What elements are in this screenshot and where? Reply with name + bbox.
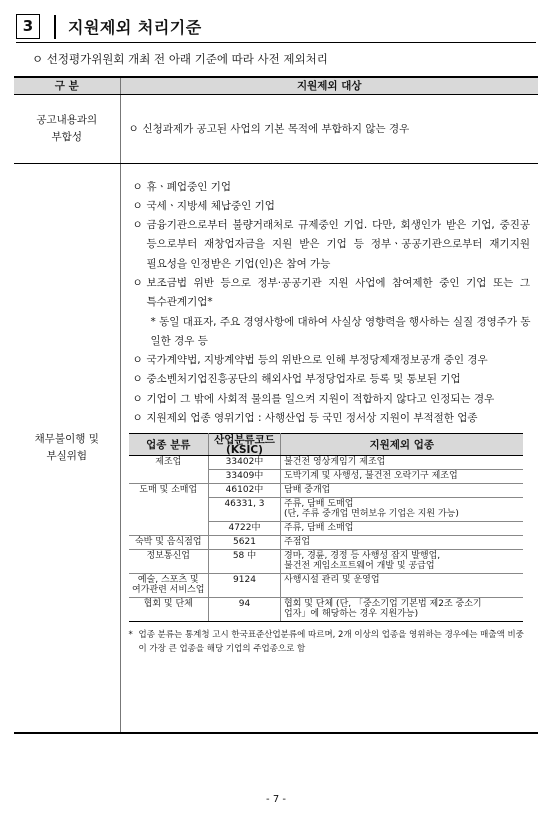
table-row — [14, 94, 538, 163]
list-bullet: ㅇ — [132, 219, 143, 232]
list-item — [133, 197, 531, 216]
row2-content — [120, 163, 538, 733]
excluded-line1: 주류, 담배 도매업 — [284, 499, 354, 510]
list-item — [133, 370, 531, 389]
excluded-cell: 도박기계 및 사행성, 불건전 오락기구 제조업 — [281, 470, 523, 484]
list-bullet: ㅇ — [132, 373, 143, 386]
table-row — [129, 550, 523, 574]
table-row — [129, 598, 523, 622]
header-target: 지원제외 대상 — [120, 77, 538, 94]
intro-line — [32, 51, 328, 67]
code-cell: 33402中 — [209, 456, 281, 470]
list-item — [133, 409, 531, 428]
code-cell: 4722中 — [209, 522, 281, 536]
excluded-cell — [281, 498, 523, 522]
list-item-text: 보조금법 위반 등으로 정부·공공기관 지원 사업에 참여제한 중인 기업 또는 그 특수관계기업* — [146, 276, 530, 309]
sub-header-industry: 업종 분류 — [129, 434, 209, 456]
list-item — [133, 351, 531, 370]
code-cell: 58 中 — [209, 550, 281, 574]
list-item — [133, 216, 531, 274]
list-item-text: 국세ㆍ지방세 체납중인 기업 — [146, 199, 275, 212]
row1-item — [121, 121, 539, 136]
row1-bullet: ㅇ — [128, 123, 139, 135]
table-row — [129, 456, 523, 470]
section-title: 지원제외 처리기준 — [68, 18, 202, 37]
row1-category-line2: 부합성 — [51, 130, 82, 143]
excluded-cell: 불건전 영상게임기 제조업 — [281, 456, 523, 470]
list-bullet: ㅇ — [132, 412, 143, 425]
list-item — [133, 390, 531, 409]
excluded-cell: 주점업 — [281, 536, 523, 550]
industry-line1: 예술, 스포츠 및 — [137, 575, 199, 586]
intro-bullet: ㅇ — [32, 52, 44, 66]
intro-text: 선정평가위원회 개최 전 아래 기준에 따라 사전 제외처리 — [46, 52, 328, 66]
list-bullet: ㅇ — [132, 392, 143, 405]
row1-category-line1: 공고내용과의 — [36, 113, 98, 126]
sub-table-header-row — [129, 434, 523, 456]
list-item-text: 중소벤처기업진흥공단의 해외사업 부정당업자로 등록 및 통보된 기업 — [146, 373, 461, 386]
excluded-cell: 사행시설 관리 및 운영업 — [281, 574, 523, 598]
row1-category — [14, 94, 120, 163]
row2-category-line2: 부실위험 — [46, 449, 88, 462]
sub-header-code-line2: (KSIC) — [226, 443, 263, 456]
excluded-cell — [281, 550, 523, 574]
table-row — [14, 163, 538, 733]
page-number: - 7 - — [266, 794, 286, 805]
section-header — [16, 14, 536, 40]
excluded-cell: 주류, 담배 소매업 — [281, 522, 523, 536]
row1-text: 신청과제가 공고된 사업의 기본 목적에 부합하지 않는 경우 — [142, 123, 410, 135]
footnote-mark: * — [128, 630, 133, 641]
excluded-line2: 불건전 게임소프트웨어 개발 및 공급업 — [284, 561, 435, 572]
industry-cell — [129, 574, 209, 598]
industry-cell: 도매 및 소매업 — [129, 484, 209, 536]
criteria-list-continued — [121, 351, 539, 428]
related-company-note: * 동일 대표자, 주요 경영사항에 대하여 사실상 영향력을 행사하는 실질 경영주가 동일한 경우 등 — [150, 315, 531, 347]
excluded-line1: 경마, 경륜, 경정 등 사행성 잡지 발행업, — [284, 551, 441, 562]
code-cell: 33409中 — [209, 470, 281, 484]
header-category: 구 분 — [14, 77, 120, 94]
list-bullet: ㅇ — [132, 354, 143, 367]
row2-category-line1: 채무불이행 및 — [34, 432, 99, 445]
industry-cell: 협회 및 단체 — [129, 598, 209, 622]
excluded-cell: 담배 중개업 — [281, 484, 523, 498]
list-bullet: ㅇ — [132, 199, 143, 212]
section-number: 3 — [16, 14, 40, 39]
industry-line2: 여가관련 서비스업 — [132, 585, 205, 596]
list-item-text: 금융기관으로부터 불량거래처로 규제중인 기업. 다만, 회생인가 받은 기업, 중진공 등으로부터 재창업자금을 지원 받은 기업 등 정부ㆍ공공기관으로부터 재기지원 필요성을 인정받은 기업(인)은 참여 가능 — [146, 219, 530, 270]
list-item-text: 기업이 그 밖에 사회적 물의를 일으켜 지원이 적합하지 않다고 인정되는 경우 — [146, 392, 495, 405]
section-divider-bar — [54, 15, 56, 39]
excluded-line2: 업자」에 해당하는 경우 지원가능) — [284, 609, 419, 620]
list-item-text: 지원제외 업종 영위기업 : 사행산업 등 국민 정서상 지원이 부적절한 업종 — [146, 412, 478, 425]
table-row — [129, 484, 523, 498]
list-bullet: ㅇ — [132, 276, 143, 289]
industry-footnote — [121, 622, 539, 656]
excluded-line2: (단, 주류 중개업 면허보유 기업은 지원 가능) — [284, 509, 459, 520]
row1-content — [120, 94, 538, 163]
code-cell: 9124 — [209, 574, 281, 598]
excluded-industry-table — [129, 433, 523, 622]
industry-cell: 정보통신업 — [129, 550, 209, 574]
code-cell: 94 — [209, 598, 281, 622]
code-cell: 5621 — [209, 536, 281, 550]
table-row — [129, 574, 523, 598]
industry-cell: 숙박 및 음식점업 — [129, 536, 209, 550]
sub-header-code — [209, 434, 281, 456]
row2-category — [14, 163, 120, 733]
list-item — [133, 178, 531, 197]
sub-header-excluded: 지원제외 업종 — [281, 434, 523, 456]
sub-header-code-line1: 산업분류코드 — [214, 433, 275, 446]
code-cell: 46102中 — [209, 484, 281, 498]
criteria-list — [121, 164, 539, 313]
list-item-text: 국가계약법, 지방계약법 등의 위반으로 인해 부정당제재정보공개 중인 경우 — [146, 354, 488, 367]
table-row — [129, 536, 523, 550]
excluded-cell — [281, 598, 523, 622]
section-underline — [16, 42, 536, 43]
code-cell: 46331, 3 — [209, 498, 281, 522]
list-item — [133, 274, 531, 313]
list-bullet: ㅇ — [132, 180, 143, 193]
industry-cell: 제조업 — [129, 456, 209, 484]
excluded-line1: 협회 및 단체 (단, 「중소기업 기본법 제2조 중소기 — [284, 599, 482, 610]
table-header-row — [14, 77, 538, 94]
footnote-text: 업종 분류는 통계청 고시 한국표준산업분류에 따르며, 2개 이상의 업종을 영위하는 경우에는 매출액 비중이 가장 큰 업종을 해당 기업의 주업종으로 함 — [138, 630, 524, 655]
list-item-text: 휴ㆍ폐업중인 기업 — [146, 180, 231, 193]
exclusion-criteria-table — [14, 76, 538, 734]
